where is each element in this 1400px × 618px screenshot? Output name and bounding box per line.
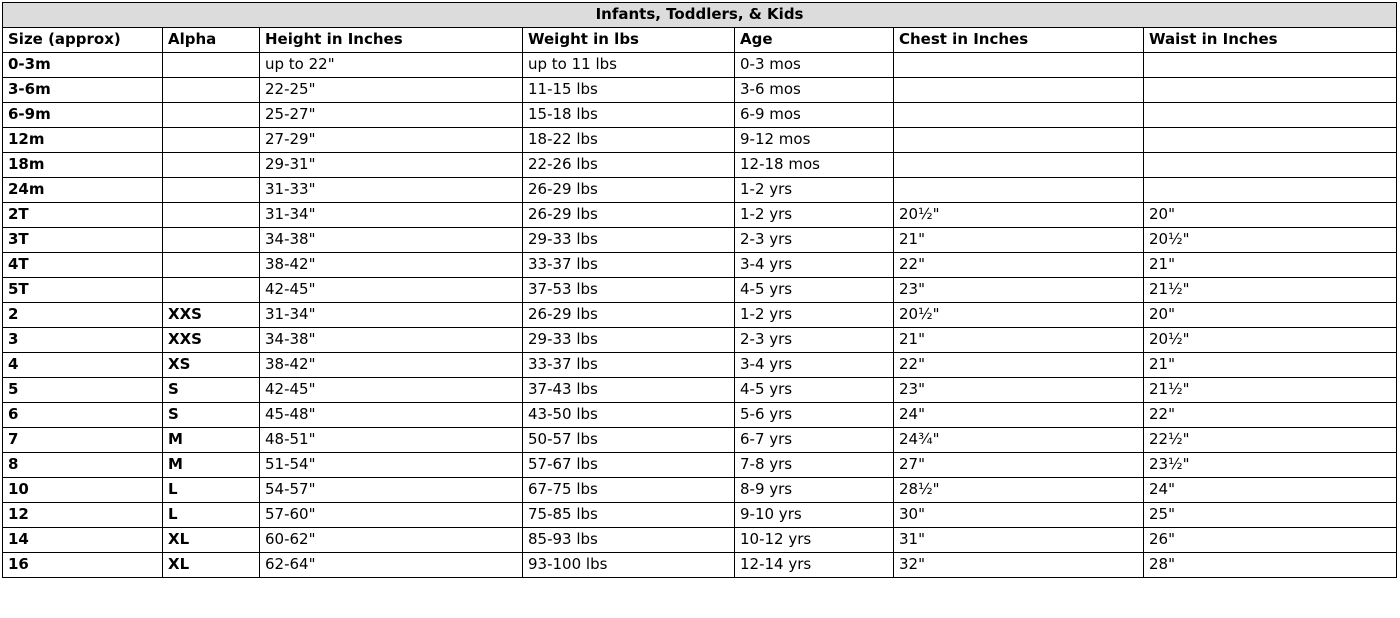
cell-waist: 22" <box>1144 403 1397 428</box>
cell-chest: 21" <box>894 228 1144 253</box>
cell-chest: 20½" <box>894 203 1144 228</box>
cell-size: 6 <box>3 403 163 428</box>
cell-age: 10-12 yrs <box>735 528 894 553</box>
cell-height: 31-33" <box>260 178 523 203</box>
cell-weight: 67-75 lbs <box>523 478 735 503</box>
cell-age: 1-2 yrs <box>735 178 894 203</box>
table-title: Infants, Toddlers, & Kids <box>3 3 1397 28</box>
size-chart-table <box>2 2 1397 578</box>
cell-age: 3-4 yrs <box>735 253 894 278</box>
cell-weight: up to 11 lbs <box>523 53 735 78</box>
cell-age: 9-12 mos <box>735 128 894 153</box>
cell-height: 62-64" <box>260 553 523 578</box>
cell-height: 22-25" <box>260 78 523 103</box>
cell-weight: 26-29 lbs <box>523 178 735 203</box>
cell-chest <box>894 128 1144 153</box>
cell-weight: 37-43 lbs <box>523 378 735 403</box>
table-row <box>3 278 1397 303</box>
cell-weight: 37-53 lbs <box>523 278 735 303</box>
cell-alpha <box>163 203 260 228</box>
cell-alpha <box>163 278 260 303</box>
column-header-alpha: Alpha <box>163 28 260 53</box>
cell-waist: 26" <box>1144 528 1397 553</box>
cell-waist: 20½" <box>1144 228 1397 253</box>
cell-age: 2-3 yrs <box>735 228 894 253</box>
table-body <box>3 53 1397 578</box>
cell-height: 57-60" <box>260 503 523 528</box>
cell-chest: 20½" <box>894 303 1144 328</box>
cell-size: 10 <box>3 478 163 503</box>
cell-chest: 31" <box>894 528 1144 553</box>
cell-alpha: M <box>163 453 260 478</box>
cell-chest: 22" <box>894 353 1144 378</box>
table-row <box>3 153 1397 178</box>
cell-height: 31-34" <box>260 303 523 328</box>
cell-alpha <box>163 178 260 203</box>
table-row <box>3 478 1397 503</box>
table-row <box>3 353 1397 378</box>
table-row <box>3 178 1397 203</box>
cell-size: 12 <box>3 503 163 528</box>
cell-age: 4-5 yrs <box>735 278 894 303</box>
cell-weight: 85-93 lbs <box>523 528 735 553</box>
cell-age: 7-8 yrs <box>735 453 894 478</box>
cell-alpha: S <box>163 378 260 403</box>
cell-alpha <box>163 153 260 178</box>
cell-height: 42-45" <box>260 278 523 303</box>
cell-alpha: S <box>163 403 260 428</box>
cell-alpha <box>163 128 260 153</box>
cell-waist <box>1144 78 1397 103</box>
column-header-height: Height in Inches <box>260 28 523 53</box>
cell-height: 42-45" <box>260 378 523 403</box>
cell-age: 3-4 yrs <box>735 353 894 378</box>
column-header-age: Age <box>735 28 894 53</box>
cell-age: 8-9 yrs <box>735 478 894 503</box>
cell-age: 9-10 yrs <box>735 503 894 528</box>
cell-size: 14 <box>3 528 163 553</box>
cell-waist <box>1144 153 1397 178</box>
cell-weight: 26-29 lbs <box>523 203 735 228</box>
size-chart-sheet <box>0 2 1396 578</box>
cell-age: 5-6 yrs <box>735 403 894 428</box>
cell-waist <box>1144 103 1397 128</box>
table-row <box>3 53 1397 78</box>
cell-alpha <box>163 103 260 128</box>
cell-alpha: XL <box>163 553 260 578</box>
cell-size: 4 <box>3 353 163 378</box>
cell-age: 4-5 yrs <box>735 378 894 403</box>
table-row <box>3 203 1397 228</box>
cell-height: 25-27" <box>260 103 523 128</box>
cell-height: 60-62" <box>260 528 523 553</box>
table-row <box>3 428 1397 453</box>
cell-alpha: XXS <box>163 303 260 328</box>
cell-height: 38-42" <box>260 353 523 378</box>
cell-chest: 22" <box>894 253 1144 278</box>
cell-waist: 25" <box>1144 503 1397 528</box>
cell-chest: 23" <box>894 378 1144 403</box>
table-row <box>3 328 1397 353</box>
cell-size: 6-9m <box>3 103 163 128</box>
cell-waist: 21" <box>1144 253 1397 278</box>
cell-alpha <box>163 228 260 253</box>
cell-chest: 21" <box>894 328 1144 353</box>
cell-age: 1-2 yrs <box>735 203 894 228</box>
cell-chest: 23" <box>894 278 1144 303</box>
cell-chest: 27" <box>894 453 1144 478</box>
cell-waist: 28" <box>1144 553 1397 578</box>
cell-size: 3-6m <box>3 78 163 103</box>
cell-age: 6-9 mos <box>735 103 894 128</box>
cell-weight: 22-26 lbs <box>523 153 735 178</box>
table-row <box>3 128 1397 153</box>
cell-weight: 43-50 lbs <box>523 403 735 428</box>
cell-chest <box>894 153 1144 178</box>
cell-age: 3-6 mos <box>735 78 894 103</box>
cell-size: 8 <box>3 453 163 478</box>
cell-height: 45-48" <box>260 403 523 428</box>
table-row <box>3 303 1397 328</box>
cell-waist: 21½" <box>1144 278 1397 303</box>
cell-size: 16 <box>3 553 163 578</box>
cell-chest <box>894 103 1144 128</box>
cell-weight: 93-100 lbs <box>523 553 735 578</box>
cell-size: 12m <box>3 128 163 153</box>
cell-chest <box>894 178 1144 203</box>
cell-age: 2-3 yrs <box>735 328 894 353</box>
cell-waist: 20" <box>1144 303 1397 328</box>
table-row <box>3 103 1397 128</box>
cell-height: 51-54" <box>260 453 523 478</box>
cell-size: 5 <box>3 378 163 403</box>
cell-alpha <box>163 53 260 78</box>
table-row <box>3 553 1397 578</box>
cell-weight: 26-29 lbs <box>523 303 735 328</box>
cell-chest: 32" <box>894 553 1144 578</box>
cell-chest <box>894 53 1144 78</box>
cell-alpha: M <box>163 428 260 453</box>
cell-age: 6-7 yrs <box>735 428 894 453</box>
cell-chest: 24¾" <box>894 428 1144 453</box>
header-row <box>3 28 1397 53</box>
cell-alpha: L <box>163 503 260 528</box>
table-row <box>3 403 1397 428</box>
column-header-chest: Chest in Inches <box>894 28 1144 53</box>
cell-alpha: XXS <box>163 328 260 353</box>
cell-height: 54-57" <box>260 478 523 503</box>
cell-weight: 57-67 lbs <box>523 453 735 478</box>
cell-size: 24m <box>3 178 163 203</box>
cell-size: 0-3m <box>3 53 163 78</box>
column-header-size: Size (approx) <box>3 28 163 53</box>
cell-size: 18m <box>3 153 163 178</box>
cell-waist <box>1144 128 1397 153</box>
cell-size: 3 <box>3 328 163 353</box>
cell-chest <box>894 78 1144 103</box>
table-row <box>3 228 1397 253</box>
cell-height: 27-29" <box>260 128 523 153</box>
cell-height: 48-51" <box>260 428 523 453</box>
column-header-weight: Weight in lbs <box>523 28 735 53</box>
cell-alpha <box>163 253 260 278</box>
cell-weight: 15-18 lbs <box>523 103 735 128</box>
table-row <box>3 78 1397 103</box>
table-row <box>3 253 1397 278</box>
cell-waist: 20½" <box>1144 328 1397 353</box>
cell-size: 4T <box>3 253 163 278</box>
title-row <box>3 3 1397 28</box>
cell-age: 12-18 mos <box>735 153 894 178</box>
cell-waist: 22½" <box>1144 428 1397 453</box>
cell-alpha: L <box>163 478 260 503</box>
cell-height: 29-31" <box>260 153 523 178</box>
cell-alpha <box>163 78 260 103</box>
cell-alpha: XS <box>163 353 260 378</box>
cell-waist <box>1144 53 1397 78</box>
column-header-waist: Waist in Inches <box>1144 28 1397 53</box>
table-row <box>3 528 1397 553</box>
cell-weight: 33-37 lbs <box>523 353 735 378</box>
cell-waist: 20" <box>1144 203 1397 228</box>
table-row <box>3 503 1397 528</box>
cell-size: 5T <box>3 278 163 303</box>
cell-weight: 11-15 lbs <box>523 78 735 103</box>
cell-chest: 30" <box>894 503 1144 528</box>
cell-weight: 75-85 lbs <box>523 503 735 528</box>
table-row <box>3 453 1397 478</box>
table-head <box>3 3 1397 53</box>
cell-weight: 50-57 lbs <box>523 428 735 453</box>
cell-size: 7 <box>3 428 163 453</box>
cell-size: 2 <box>3 303 163 328</box>
cell-alpha: XL <box>163 528 260 553</box>
cell-size: 3T <box>3 228 163 253</box>
cell-weight: 33-37 lbs <box>523 253 735 278</box>
cell-height: 38-42" <box>260 253 523 278</box>
cell-age: 0-3 mos <box>735 53 894 78</box>
cell-height: up to 22" <box>260 53 523 78</box>
cell-chest: 28½" <box>894 478 1144 503</box>
cell-height: 34-38" <box>260 228 523 253</box>
cell-waist: 24" <box>1144 478 1397 503</box>
cell-weight: 29-33 lbs <box>523 228 735 253</box>
cell-weight: 18-22 lbs <box>523 128 735 153</box>
cell-size: 2T <box>3 203 163 228</box>
cell-chest: 24" <box>894 403 1144 428</box>
cell-age: 1-2 yrs <box>735 303 894 328</box>
cell-age: 12-14 yrs <box>735 553 894 578</box>
cell-waist <box>1144 178 1397 203</box>
cell-waist: 21" <box>1144 353 1397 378</box>
cell-height: 31-34" <box>260 203 523 228</box>
table-row <box>3 378 1397 403</box>
cell-weight: 29-33 lbs <box>523 328 735 353</box>
cell-waist: 23½" <box>1144 453 1397 478</box>
cell-waist: 21½" <box>1144 378 1397 403</box>
cell-height: 34-38" <box>260 328 523 353</box>
